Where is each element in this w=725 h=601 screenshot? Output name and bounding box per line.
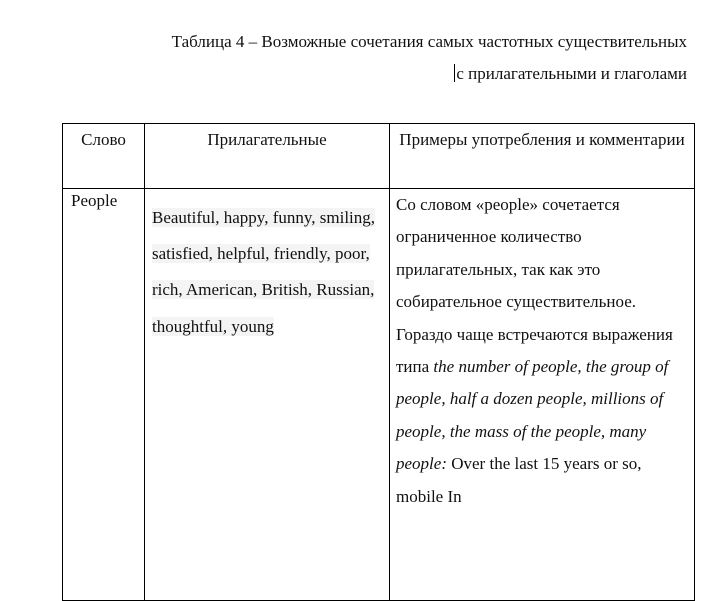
cell-adjectives <box>145 189 390 601</box>
table-caption <box>47 26 687 90</box>
caption-line-1: Таблица 4 – Возможные сочетания самых частотных существительных <box>171 32 687 51</box>
table-header-row <box>63 124 695 189</box>
comment-italic: the number of people, the group of people, half a dozen people, millions of people, the mass of the people, many people: <box>396 357 669 474</box>
comment-tail: Over the last 15 years or so, mobile In <box>396 454 642 506</box>
header-word: Слово <box>63 124 145 189</box>
header-adjectives: Прилагательные <box>145 124 390 189</box>
adjectives-text: Beautiful, happy, funny, smiling, satisfied, helpful, friendly, poor, rich, American, British, Russian, thoughtful, young <box>152 208 376 336</box>
collocation-table <box>62 123 695 601</box>
word-text: People <box>71 191 118 210</box>
table-row <box>63 189 695 601</box>
caption-line-2-text: с прилагательными и глаголами <box>456 64 687 83</box>
header-examples: Примеры употребления и комментарии <box>390 124 695 189</box>
caption-line-2 <box>47 58 687 90</box>
cell-comment <box>390 189 695 601</box>
comment-text: Со словом «people» сочетается ограниченное количество прилагательных, так как это собирательное существительное. Гораздо чаще встречаются выражения типа <box>396 195 673 377</box>
cell-word <box>63 189 145 601</box>
